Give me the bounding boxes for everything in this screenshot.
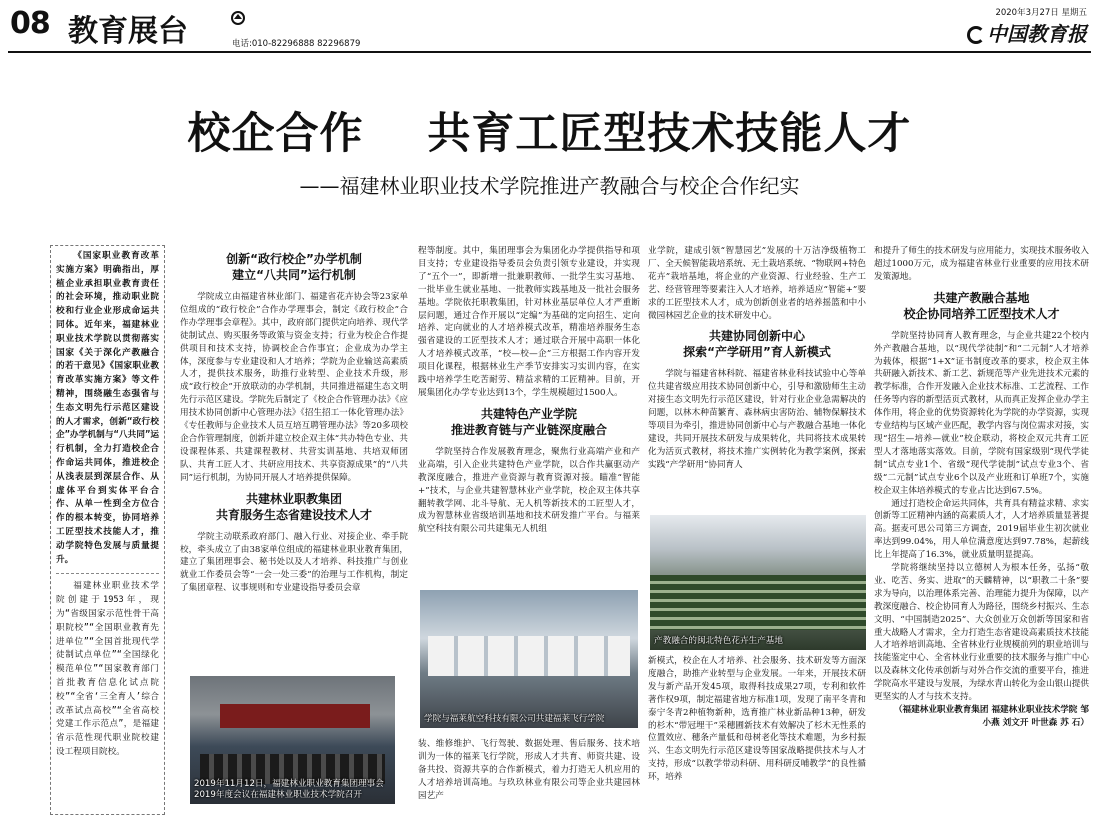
paragraph: 学院坚持合作发展教育理念，聚焦行业高端产业和产业高端，引入企业共建特色产业学院，以合作共赢驱动产教深度融合，推进产业资源与教育资源对接。瞄准“智能+”技术，与企业共建智慧林业产业学院，校企双主体共享翻转教学网、北斗导航、无人机等新技术的工匠型人才，成为智慧林业省级培训基地和技术研发推广平台。与福莱航空科技有限公司共建集无人机组 xyxy=(418,446,640,535)
paragraph: 装、维修维护、飞行驾驶、数据处理、售后服务、技术培训为一体的福莱飞行学院，形成人才共育、师资共建、设备共投、资源共享的合作新模式，着力打造无人机应用的人才培养培训高地。与玖玖林业有限公司等企业共建园林园艺产 xyxy=(418,739,640,801)
newspaper-logo xyxy=(967,18,1087,47)
article-byline: （福建林业职业教育集团 福建林业职业技术学院 邹小燕 刘文开 叶世森 苏 石） xyxy=(893,705,1089,728)
article-column-1 xyxy=(180,245,408,621)
page-number: 08 xyxy=(10,6,50,41)
article-column-4 xyxy=(874,245,1089,805)
section-heading-line-1: 共建产教融合基地 xyxy=(933,290,1030,305)
section-heading xyxy=(648,328,866,360)
section-heading xyxy=(874,290,1089,322)
paragraph: 通过打造校企命运共同体，共育具有精益求精、求实创新等工匠精神内涵的高素质人才，人才培养质量显著提高。据麦可思公司第三方调查，2019届毕业生初次就业率达到99.04%，用人单位满意度达到97.78%，起薪线比上年提高了16.3%，就业质量明显提高。 xyxy=(874,498,1089,561)
section-heading xyxy=(418,406,640,438)
photo-caption: 学院与福莱航空科技有限公司共建福莱飞行学院 xyxy=(424,714,605,724)
section-heading-line-1: 共建特色产业学院 xyxy=(480,406,577,421)
section-heading xyxy=(180,491,408,523)
article-subheadline: ——福建林业职业技术学院推进产教融合与校企合作纪实 xyxy=(299,174,800,198)
section-heading-line-1: 创新“政行校企”办学机制 xyxy=(226,252,362,266)
classroom-desks xyxy=(428,636,630,676)
school-introduction: 福建林业职业技术学院创建于1953年，现为“省级国家示范性骨干高职院校”“全国职业教育先进单位”“全国首批现代学徒制试点单位”“全国绿化模范单位”“国家教育部门首批教育信息化试点院校”“全省‘三全育人’综合改革试点高校”“全省高校党建工作示范点”，是福建省示范性现代职业院校建设工程项目院校。 xyxy=(56,581,159,757)
paragraph: 学院将继续坚持以立德树人为根本任务，弘扬“敬业、吃苦、务实、进取”的天麟精神，以“职教二十条”要求为导向，以治理体系完善、治理能力提升为保障，以产教深度融合、校企协同育人为路径，围绕乡村振兴、生态文明、“中国制造2025”、大众创业万众创新等国家和省重大战略人才需求，全力打造生态省建设高素质技术技能人才培养培训高地、全省林业行业规模前列的职业培训与技能鉴定中心、全省林业行业重要的技术服务与推广中心以及森林文化传承创新与对外合作交流的重要平台，推进学院高水平建设与发展，为绿水青山转化为金山银山提供更坚实的人才与技术支持。 xyxy=(874,563,1089,703)
masthead xyxy=(0,0,1099,52)
photo-caption: 2019年11月12日，福建林业职业教育集团理事会2019年度会议在福建林业职业技术学院召开 xyxy=(194,779,384,800)
paragraph: 学院成立由福建省林业部门、福建省花卉协会等23家单位组成的“政行校企”合作办学理事会，制定《政行校企”合作办学理事会章程》。其中，政府部门提供定向培养、现代学徒制试点、购买服务等政策与资金支持；行业为校企合作提供项目和技术支持，协调校企合作事宜；企业成为办学主体，深度参与专业建设和人才培养；学院为企业输送高素质人才，提供技术服务，助推行业转型、企业技术升级，形成“政行校企”开放联动的办学机制，共同推进福建生态文明先行示范区建设。学院先后制定了《校企合作管理办法》《应用技术协同创新中心管理办法》《招生招工一体化管理办法》《专任教师与企业技术人员互培互聘管理办法》等20多项校企合作管理制度，创新并建立校企双主体“共办特色专业、共设课程体系、共建课程教材、共营实训基地、共培双师团队、共育工匠人才、共研应用技术、共享资源成果”的“八共同”运行机制，为协同开展人才培养提供保障。 xyxy=(180,292,408,483)
paragraph: 和提升了师生的技术研发与应用能力，实现技术服务收入超过1000万元，成为福建省林业行业重要的应用技术研发策源地。 xyxy=(874,246,1089,282)
section-heading-line-2: 共育服务生态省建设技术人才 xyxy=(215,507,372,522)
article-column-2 xyxy=(418,245,640,580)
photo-caption: 产教融合的闽北特色花卉生产基地 xyxy=(654,636,783,646)
photo-council-meeting xyxy=(190,676,395,804)
paragraph: 新模式，校企在人才培养、社会服务、技术研发等方面深度融合，助推产业转型与企业发展。一年来，开展技术研发与新产品开发45项，取得科技成果27项，专利和软件著作权9项，制定福建省地方标准1项，发现了南平冬青和泰宁冬青2种植物新种，选育推广林业新品种13种，研发的杉木“带冠埋干”采穗圃新技术有效解决了杉木无性系的位置效应、穗条产量低和母树老化等技术难题，为乡村振兴、生态文明先行示范区建设等国家战略提供技术与人才支持，形成“以教学带动科研、用科研反哺教学”的良性循环，培养 xyxy=(648,656,866,783)
section-heading-line-1: 共建协同创新中心 xyxy=(708,329,805,344)
section-heading-line-2: 校企协同培养工匠型技术人才 xyxy=(903,306,1060,321)
section-heading xyxy=(180,251,408,283)
paragraph: 程等制度。其中，集团理事会为集团化办学提供指导和项目支持；专业建设指导委员会负责引领专业建设，并实现了“五个一”，即新增一批兼职教师、一批学生实习基地、一批毕业生就业基地、一批教师实践基地及一批社会服务基地。学院依托职教集团，针对林业基层单位人才严重断层问题，通过合作开展以“定编”为基础的定向招生、定向培养、定向就业的人才培养模式改革，精准培养服务生态强省建设的工匠型技术人才；通过联合开展中高职一体化人才培养模式改革，“校—校—企”三方根据工作内容开发项目化课程，根据林业生产季节安排实习实训内容，在实践中培养学生吃苦耐劳、精益求精的工匠精神。目前，开展集团化办学专业达到13个，学生规模超过1500人。 xyxy=(418,246,640,398)
paragraph: 学院坚持协同育人教育理念，与企业共建22个校内外产教融合基地，以“现代学徒制”和“二元制”人才培养为载体，根据“1+X”证书制度改革的要求，校企双主体共研融入新技术、新工艺、新规范等产业先进技术元素的教学标准，合作开发融入企业技术标准、工艺流程、工作任务等内容的新型活页式教材，从而真正发挥企业办学主体作用，将企业的优势资源转化为学院的办学资源，实现专业结构与区域产业匹配，教学内容与岗位需求对接，实现“招生—培养—就业”校企联动，将校企双元共育工匠型人才落地落实落效。目前，学院有国家级别“现代学徒制”试点专业1个、省级“现代学徒制”试点专业3个、省级“二元制”试点专业6个以及产业班和订单班7个，实施校企双主体培养模式的专业占比达到67.5%。 xyxy=(874,330,1089,496)
section-heading-line-2: 推进教育链与产业链深度融合 xyxy=(450,422,607,437)
section-ornament-icon xyxy=(230,10,246,26)
photo-flight-school xyxy=(420,590,638,728)
section-heading-line-2: 探索“产学研用”育人新模式 xyxy=(683,345,831,360)
section-heading-line-1: 共建林业职教集团 xyxy=(245,491,342,506)
article-column-3 xyxy=(648,245,866,505)
section-heading-line-2: 建立“八共同”运行机制 xyxy=(232,268,356,282)
issue-date: 2020年3月27日 星期五 xyxy=(995,8,1087,18)
newspaper-logo-text: 中国教育报 xyxy=(987,22,1087,46)
logo-mark-icon xyxy=(967,26,985,44)
editor-note-column xyxy=(50,245,165,815)
article-column-3-continued xyxy=(648,655,866,815)
paragraph: 学院主动联系政府部门、融入行业、对接企业、牵手院校，牵头成立了由38家单位组成的福建林业职业教育集团，建立了集团理事会、秘书处以及人才培养、科技推广与创业就业工作委员会等“一会一处三委”的治理与工作机构，制定了集团章程、议事规则和专业建设指导委员会章 xyxy=(180,531,408,594)
masthead-rule xyxy=(8,51,1091,53)
article-column-2-continued xyxy=(418,738,640,818)
photo-flower-base xyxy=(650,515,866,650)
section-title: 教育展台 xyxy=(68,14,188,49)
article-headline: 校企合作 共育工匠型技术技能人才 xyxy=(187,109,912,159)
contact-phone: 电话:010-82296888 82296879 xyxy=(232,39,361,49)
paragraph: 业学院，建成引领“智慧园艺”发展的十万洁净级植物工厂、全天候智能栽培系统、无土栽培系统、“物联网+特色花卉”栽培基地，将企业的产业资源、行业经验、生产工艺、经营管理等要素注入人才培养，培养适应“智能+”要求的工匠型技术人才，成为创新创业者的培养摇篮和中小微园林园艺企业的技术研发中心。 xyxy=(648,246,866,321)
paragraph: 学院与福建省林科院、福建省林业科技试验中心等单位共建省级应用技术协同创新中心，引导和激励师生主动对接生态文明先行示范区建设，针对行业企业急需解决的问题，以林木种苗繁育、森林病虫害防治、辅物保解技术等项目为牵引，推进协同创新中心与产教融合基地一体化建设，共同开展技术研发与成果转化，共同将技术成果转化为活页式教材，将技术推广实例转化为教学案例，探索实践“产学研用”协同育人 xyxy=(648,369,866,470)
meeting-banner xyxy=(220,704,370,728)
editor-note-quote: 《国家职业教育改革实施方案》明确指出，厚植企业承担职业教育责任的社会环境，推动职业院校和行业企业形成命运共同体。近年来，福建林业职业技术学院以贯彻落实国家《关于深化产教融合的若干意见》《国家职业教育改革实施方案》等文件精神，围绕融生态强省与生态文明先行示范区建设的人才需求，创新“政行校企”办学机制与“八共同”运行机制，全力打造校企合作命运共同体，推进校企从浅表层到深层合作、从虚体平台到实体平台合作、从单一性到全方位合作的根本转变，协同培养工匠型技术技能人才，推动学院特色发展与质量提升。 xyxy=(56,250,159,574)
greenhouse-rows xyxy=(650,575,866,630)
